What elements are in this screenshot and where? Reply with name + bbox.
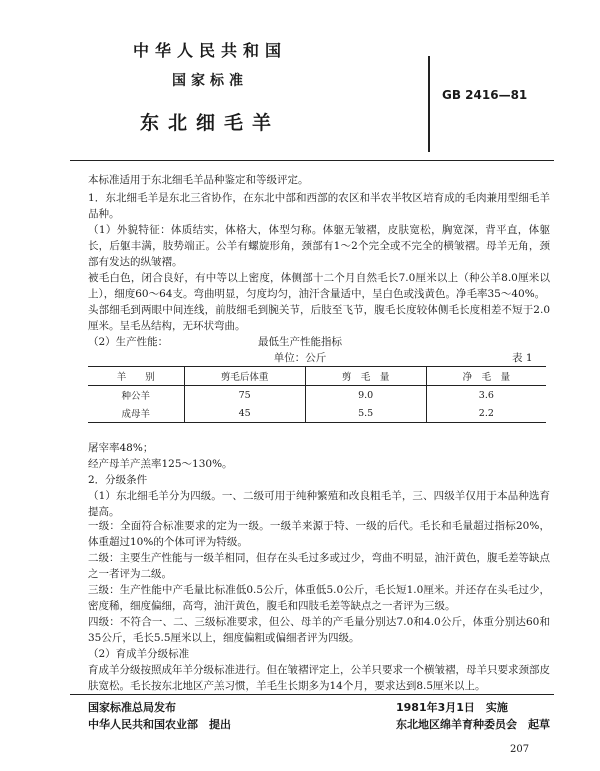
intro-text: 本标准适用于东北细毛羊品种鉴定和等级评定。 xyxy=(88,174,309,186)
grade-2-text: 二级：主要生产性能与一级羊相同，但存在头毛过多或过少，弯曲不明显，油汗黄色，腹毛差等缺点之一者评为二级。 xyxy=(88,552,550,580)
table-row xyxy=(88,404,546,423)
yearling-heading: （2）育成羊分级标准 xyxy=(88,648,190,660)
proposing-authority: 中华人民共和国农业部 提出 xyxy=(88,718,231,731)
standard-type: 国家标准 xyxy=(172,73,248,89)
table-header-cell: 剪毛后体重 xyxy=(184,367,305,386)
section-1-text: 1．东北细毛羊是东北三省协作，在东北中部和西部的农区和半农半牧区培育成的毛肉兼用型细毛羊品种。 xyxy=(88,192,550,220)
fleece-text: 被毛白色，闭合良好，有中等以上密度，体侧部十二个月自然毛长7.0厘米以上（种公羊8.0厘米以上），细度60～64支。弯曲明显，匀度均匀，油汗含量适中，呈白色或浅黄色。净毛率35～40%。 xyxy=(88,272,550,300)
grading-overview-text: （1）东北细毛羊分为四级。一、二级可用于纯种繁殖和改良粗毛羊，三、四级羊仅用于本品种选育提高。 xyxy=(88,490,550,518)
wool-coverage-text: 头部细毛到两眼中间连线，前肢细毛到腕关节，后肢至飞节，腹毛长度较体侧毛长度相差不短于2.0厘米。呈毛丛结构，无环状弯曲。 xyxy=(88,304,550,332)
table-header-cell: 净 毛 量 xyxy=(426,367,546,386)
table-cell: 种公羊 xyxy=(121,391,151,402)
table-number: 表 1 xyxy=(512,352,533,364)
table-cell: 75 xyxy=(184,386,305,405)
header-divider xyxy=(70,160,554,161)
drafting-committee: 东北地区绵羊育种委员会 起草 xyxy=(396,718,550,731)
table-header-cell: 羊 别 xyxy=(88,367,184,386)
table-cell: 9.0 xyxy=(305,386,426,405)
standard-code-box xyxy=(428,56,556,152)
yearling-text: 育成羊分级按照成年羊分级标准进行。但在皱褶评定上，公羊只要求一个横皱褶，母羊只要求颈部皮肤宽松。毛长按东北地区产羔习惯，羊毛生长期多为14个月，要求达到8.5厘米以上。 xyxy=(88,664,550,692)
table-unit: 单位：公斤 xyxy=(273,352,327,364)
performance-label: （2）生产性能： xyxy=(88,336,169,348)
table-header-row xyxy=(88,367,546,386)
grade-1-text: 一级：全面符合标准要求的定为一级。一级羊来源于特、一级的后代。毛长和毛量超过指标20%，体重超过10%的个体可评为特级。 xyxy=(88,520,550,548)
table-cell: 45 xyxy=(184,404,305,423)
footer-divider xyxy=(70,694,554,695)
table-header-cell: 剪 毛 量 xyxy=(305,367,426,386)
table-caption: 最低生产性能指标 xyxy=(258,336,342,348)
table-cell: 2.2 xyxy=(426,404,546,423)
performance-table xyxy=(88,366,546,423)
document-title: 东北细毛羊 xyxy=(139,112,280,134)
grade-3-text: 三级：生产性能中产毛量比标准低0.5公斤，体重低5.0公斤，毛长短1.0厘米。并还存在头毛过少，密度稀，细度偏细，高弯，油汗黄色，腹毛和四肢毛差等缺点之一者评为三级。 xyxy=(88,584,550,612)
table-cell: 成母羊 xyxy=(88,404,184,423)
effective-date: 1981年3月1日 实施 xyxy=(396,701,508,714)
page-number: 207 xyxy=(510,744,530,755)
table-row xyxy=(88,386,546,405)
country-title: 中华人民共和国 xyxy=(132,41,287,60)
grade-4-text: 四级：不符合一、二、三级标准要求，但公、母羊的产毛量分别达7.0和4.0公斤，体重分别达60和35公斤，毛长5.5厘米以上，细度偏粗或偏细者评为四级。 xyxy=(88,616,550,644)
lambing-rate-text: 经产母羊产羔率125～130%。 xyxy=(88,458,233,470)
issuing-authority: 国家标准总局发布 xyxy=(88,701,176,714)
slaughter-rate-text: 屠宰率48%； xyxy=(88,442,154,454)
table-cell: 5.5 xyxy=(305,404,426,423)
section-2-heading: 2．分级条件 xyxy=(88,474,148,486)
standard-code: GB 2416—81 xyxy=(442,88,528,102)
table-cell: 3.6 xyxy=(426,386,546,405)
appearance-text: （1）外貌特征：体质结实，体格大，体型匀称。体躯无皱褶，皮肤宽松，胸宽深，背平直，体躯长，后躯丰满，肢势端正。公羊有螺旋形角，颈部有1～2个完全或不完全的横皱褶。母羊无角，颈部有发达的纵皱褶。 xyxy=(88,224,550,268)
